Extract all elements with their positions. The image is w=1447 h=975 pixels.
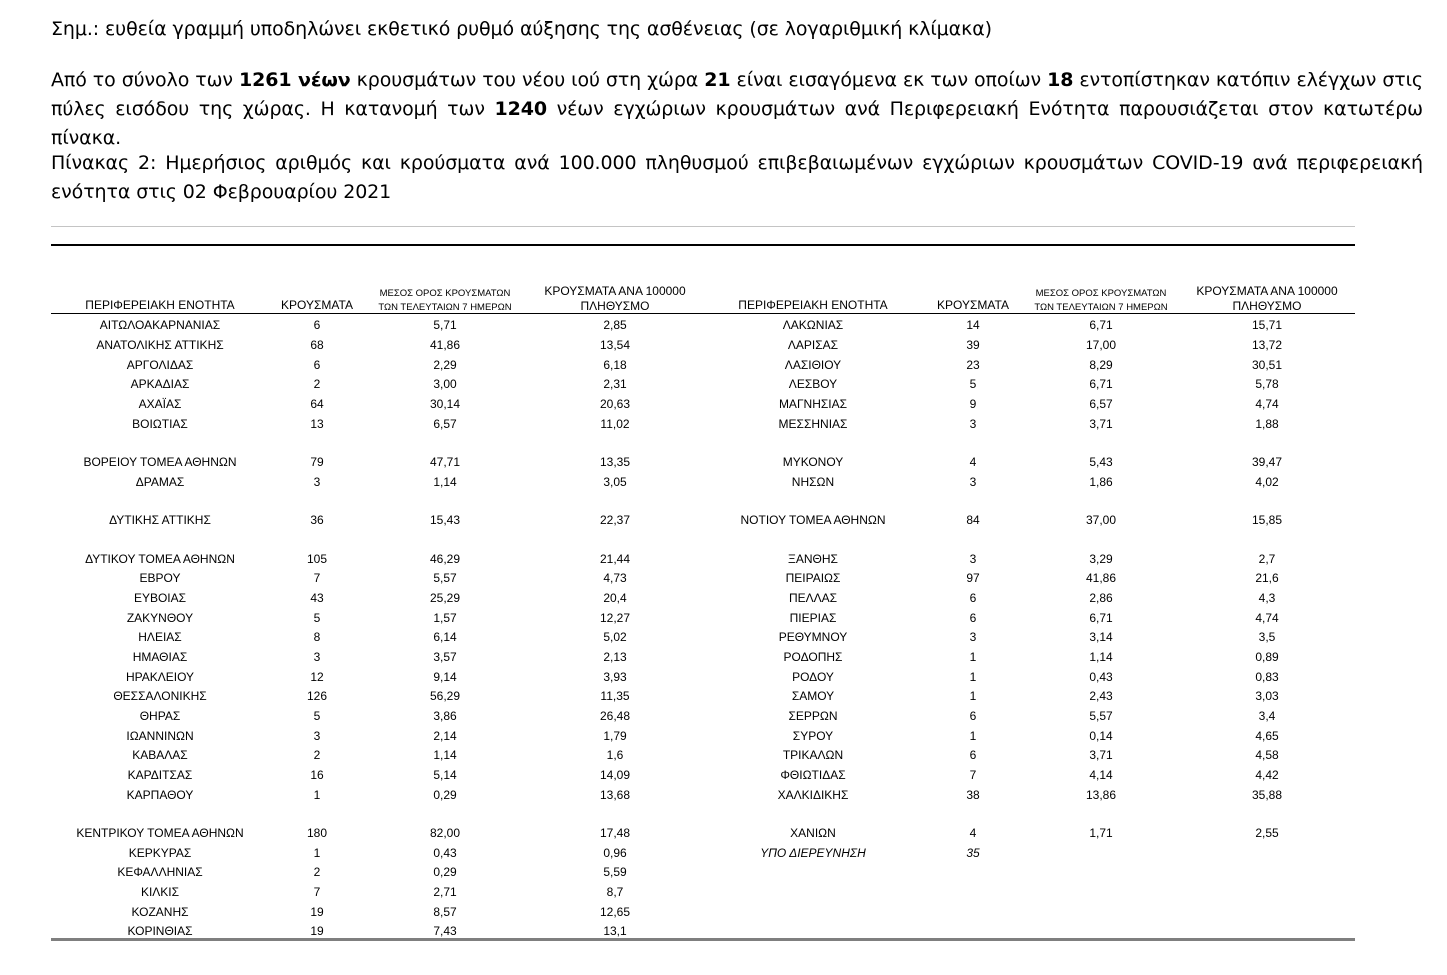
region-cell: ΘΗΡΑΣ (139, 709, 181, 723)
region-cell: ΛΑΚΩΝΙΑΣ (782, 318, 844, 332)
region-cell: ΤΡΙΚΑΛΩΝ (782, 748, 844, 762)
region-cell: ΝΗΣΩΝ (791, 475, 835, 489)
cases-cell: 3 (313, 650, 321, 664)
per100k-cell: 4,74 (1255, 611, 1279, 625)
avg7-cell: 3,71 (1089, 748, 1113, 762)
avg7-cell: 6,57 (433, 417, 457, 431)
region-cell: ΒΟΡΕΙΟΥ ΤΟΜΕΑ ΑΘΗΝΩΝ (83, 455, 237, 469)
cases-cell: 6 (313, 318, 321, 332)
table-row (0, 453, 1447, 472)
per100k-cell: 3,4 (1258, 709, 1276, 723)
region-cell: ΑΙΤΩΛΟΑΚΑΡΝΑΝΙΑΣ (99, 318, 221, 332)
per100k-cell: 2,85 (603, 318, 627, 332)
intro-paragraph (51, 66, 1423, 153)
region-cell: ΒΟΙΩΤΙΑΣ (132, 417, 188, 431)
header-region-left: ΠΕΡΙΦΕΡΕΙΑΚΗ ΕΝΟΤΗΤΑ (85, 298, 235, 312)
per100k-cell: 4,3 (1258, 591, 1276, 605)
region-cell: ΔΥΤΙΚΟΥ ΤΟΜΕΑ ΑΘΗΝΩΝ (85, 552, 235, 566)
region-cell: ΑΝΑΤΟΛΙΚΗΣ ΑΤΤΙΚΗΣ (96, 338, 224, 352)
intro-text: είναι εισαγόμενα εκ των οποίων (730, 69, 1048, 91)
divider (51, 226, 1355, 227)
region-cell: ΑΧΑΪΑΣ (138, 397, 182, 411)
region-cell: ΕΥΒΟΙΑΣ (133, 591, 187, 605)
per100k-cell: 13,72 (1251, 338, 1283, 352)
cases-cell: 38 (966, 788, 980, 802)
table-row (0, 746, 1447, 765)
per100k-cell: 1,79 (603, 729, 627, 743)
per100k-cell: 13,68 (599, 788, 631, 802)
avg7-cell: 6,71 (1089, 377, 1113, 391)
table-row (0, 707, 1447, 726)
avg7-cell: 3,71 (1089, 417, 1113, 431)
avg7-cell: 2,14 (433, 729, 457, 743)
per100k-cell: 22,37 (599, 513, 631, 527)
avg7-cell: 30,14 (429, 397, 461, 411)
region-cell: ΑΡΓΟΛΙΔΑΣ (126, 358, 194, 372)
table-top-border (51, 244, 1355, 246)
table-row (0, 356, 1447, 375)
per100k-cell: 20,63 (599, 397, 631, 411)
table-row (0, 903, 1447, 922)
cases-cell: 3 (969, 475, 977, 489)
header-cases-right: ΚΡΟΥΣΜΑΤΑ (937, 298, 1009, 312)
cases-cell: 4 (969, 826, 977, 840)
border-detected-cases: 18 (1047, 69, 1074, 91)
per100k-cell: 11,35 (600, 689, 630, 703)
cases-cell: 1 (313, 788, 321, 802)
per100k-cell: 17,48 (599, 826, 631, 840)
cases-cell: 8 (313, 630, 321, 644)
table-row (0, 727, 1447, 746)
per100k-cell: 4,73 (603, 571, 627, 585)
table-row (0, 766, 1447, 785)
per100k-cell: 13,1 (603, 924, 627, 938)
cases-cell: 2 (313, 748, 321, 762)
region-cell: ΡΟΔΟΠΗΣ (783, 650, 843, 664)
region-cell: ΧΑΝΙΩΝ (790, 826, 836, 840)
avg7-cell: 1,86 (1089, 475, 1113, 489)
avg7-cell: 0,29 (433, 865, 457, 879)
note-text: Σημ.: ευθεία γραμμή υποδηλώνει εκθετικό ρυθμό αύξησης της ασθένειας (σε λογαριθμική κλίμακα) (51, 18, 992, 40)
region-cell: ΠΕΛΛΑΣ (788, 591, 838, 605)
region-cell: ΚΙΛΚΙΣ (140, 885, 180, 899)
avg7-cell: 4,14 (1089, 768, 1113, 782)
table-row (0, 589, 1447, 608)
cases-cell: 13 (310, 417, 324, 431)
per100k-cell: 0,89 (1255, 650, 1279, 664)
avg7-cell: 13,86 (1085, 788, 1117, 802)
region-cell: ΜΑΓΝΗΣΙΑΣ (778, 397, 848, 411)
per100k-cell: 6,18 (603, 358, 627, 372)
avg7-cell: 2,29 (433, 358, 457, 372)
cases-cell: 6 (969, 748, 977, 762)
avg7-cell: 8,57 (433, 905, 457, 919)
per100k-cell: 3,05 (603, 475, 627, 489)
region-cell: ΗΛΕΙΑΣ (138, 630, 182, 644)
region-cell: ΥΠΟ ΔΙΕΡΕΥΝΗΣΗ (760, 846, 866, 860)
cases-cell: 1 (969, 670, 977, 684)
cases-cell: 1 (969, 650, 977, 664)
region-cell: ΜΥΚΟΝΟΥ (782, 455, 844, 469)
avg7-cell: 9,14 (433, 670, 457, 684)
avg7-cell: 3,57 (433, 650, 457, 664)
cases-cell: 5 (969, 377, 977, 391)
region-cell: ΣΕΡΡΩΝ (788, 709, 838, 723)
header-cases-left: ΚΡΟΥΣΜΑΤΑ (281, 298, 353, 312)
cases-cell: 68 (310, 338, 324, 352)
per100k-cell: 15,85 (1251, 513, 1283, 527)
per100k-cell: 2,31 (603, 377, 627, 391)
per100k-cell: 30,51 (1251, 358, 1283, 372)
region-cell: ΧΑΛΚΙΔΙΚΗΣ (777, 788, 849, 802)
region-cell: ΘΕΣΣΑΛΟΝΙΚΗΣ (113, 689, 207, 703)
per100k-cell: 35,88 (1251, 788, 1283, 802)
region-cell: ΣΥΡΟΥ (792, 729, 834, 743)
table-bottom-border (51, 938, 1355, 941)
cases-cell: 16 (310, 768, 324, 782)
per100k-cell: 4,58 (1255, 748, 1279, 762)
region-cell: ΙΩΑΝΝΙΝΩΝ (126, 729, 194, 743)
cases-cell: 84 (966, 513, 980, 527)
cases-cell: 19 (310, 924, 324, 938)
table-row (0, 628, 1447, 647)
table-row (0, 415, 1447, 434)
cases-cell: 180 (306, 826, 328, 840)
imported-cases: 21 (704, 69, 731, 91)
cases-cell: 6 (313, 358, 321, 372)
cases-cell: 7 (969, 768, 977, 782)
avg7-cell: 15,43 (429, 513, 461, 527)
region-cell: ΣΑΜΟΥ (791, 689, 835, 703)
avg7-cell: 6,71 (1089, 318, 1113, 332)
avg7-cell: 1,14 (1089, 650, 1113, 664)
avg7-cell: 3,00 (433, 377, 457, 391)
cases-cell: 6 (969, 709, 977, 723)
per100k-cell: 21,44 (599, 552, 631, 566)
cases-cell: 3 (313, 729, 321, 743)
per100k-cell: 20,4 (603, 591, 627, 605)
region-cell: ΚΕΦΑΛΛΗΝΙΑΣ (117, 865, 203, 879)
avg7-cell: 37,00 (1085, 513, 1117, 527)
avg7-cell: 56,29 (429, 689, 461, 703)
cases-cell: 7 (313, 571, 321, 585)
cases-cell: 64 (310, 397, 324, 411)
avg7-cell: 3,86 (433, 709, 457, 723)
per100k-cell: 12,27 (599, 611, 631, 625)
region-cell: ΠΕΙΡΑΙΩΣ (785, 571, 841, 585)
avg7-cell: 1,57 (433, 611, 457, 625)
table-row (0, 648, 1447, 667)
intro-text: κρουσμάτων του νέου ιού στη χώρα (350, 69, 705, 91)
cases-cell: 2 (313, 865, 321, 879)
table-caption: Πίνακας 2: Ημερήσιος αριθμός και κρούσματα ανά 100.000 πληθυσμού επιβεβαιωμένων εγχώριων κρουσμάτων COVID-19 ανά περιφερειακή ενότητα στις 02 Φεβρουαρίου 2021 (51, 152, 1423, 203)
avg7-cell: 7,43 (433, 924, 457, 938)
cases-cell: 14 (966, 318, 980, 332)
per100k-cell: 13,35 (599, 455, 631, 469)
header-region-right: ΠΕΡΙΦΕΡΕΙΑΚΗ ΕΝΟΤΗΤΑ (738, 298, 888, 312)
region-cell: ΛΕΣΒΟΥ (788, 377, 838, 391)
cases-cell: 9 (969, 397, 977, 411)
domestic-cases: 1240 (494, 98, 547, 120)
table-row (0, 668, 1447, 687)
per100k-cell: 21,6 (1255, 571, 1279, 585)
per100k-cell: 1,6 (606, 748, 624, 762)
cases-cell: 23 (966, 358, 980, 372)
cases-cell: 6 (969, 611, 977, 625)
region-cell: ΠΙΕΡΙΑΣ (789, 611, 837, 625)
avg7-cell: 2,71 (433, 885, 457, 899)
region-cell: ΚΑΡΔΙΤΣΑΣ (127, 768, 193, 782)
cases-cell: 36 (310, 513, 324, 527)
cases-cell: 79 (310, 455, 324, 469)
header-per100k-right: ΚΡΟΥΣΜΑΤΑ ΑΝΑ 100000 ΠΛΗΘΥΣΜΟ (1196, 284, 1338, 313)
avg7-cell: 0,29 (433, 788, 457, 802)
table-row (0, 511, 1447, 530)
avg7-cell: 6,57 (1089, 397, 1113, 411)
cases-cell: 35 (966, 846, 980, 860)
avg7-cell: 0,43 (1089, 670, 1113, 684)
cases-cell: 126 (306, 689, 328, 703)
avg7-cell: 25,29 (429, 591, 461, 605)
region-cell: ΦΘΙΩΤΙΔΑΣ (780, 768, 846, 782)
avg7-cell: 47,71 (429, 455, 461, 469)
region-cell: ΛΑΣΙΘΙΟΥ (784, 358, 842, 372)
region-cell: ΜΕΣΣΗΝΙΑΣ (778, 417, 848, 431)
region-cell: ΝΟΤΙΟΥ ΤΟΜΕΑ ΑΘΗΝΩΝ (740, 513, 886, 527)
avg7-cell: 5,14 (433, 768, 457, 782)
per100k-cell: 0,83 (1255, 670, 1279, 684)
per100k-cell: 0,96 (603, 846, 627, 860)
per100k-cell: 3,93 (603, 670, 627, 684)
per100k-cell: 13,54 (599, 338, 631, 352)
table-row (0, 375, 1447, 394)
per100k-cell: 2,55 (1255, 826, 1279, 840)
avg7-cell: 8,29 (1089, 358, 1113, 372)
region-cell: ΡΕΘΥΜΝΟΥ (778, 630, 848, 644)
per100k-cell: 4,02 (1255, 475, 1279, 489)
per100k-cell: 4,74 (1255, 397, 1279, 411)
per100k-cell: 5,78 (1255, 377, 1279, 391)
per100k-cell: 39,47 (1251, 455, 1283, 469)
region-cell: ΔΡΑΜΑΣ (135, 475, 185, 489)
header-avg7-left: ΜΕΣΟΣ ΟΡΟΣ ΚΡΟΥΣΜΑΤΩΝ ΤΩΝ ΤΕΛΕΥΤΑΙΩΝ 7 ΗΜΕΡΩΝ (378, 288, 512, 313)
table-row (0, 844, 1447, 863)
new-cases-total: 1261 νέων (238, 69, 351, 91)
avg7-cell: 17,00 (1085, 338, 1117, 352)
table-row (0, 863, 1447, 882)
per100k-cell: 4,42 (1255, 768, 1279, 782)
avg7-cell: 82,00 (429, 826, 461, 840)
cases-cell: 5 (313, 709, 321, 723)
header-bottom-border (51, 313, 1355, 314)
region-cell: ΑΡΚΑΔΙΑΣ (130, 377, 190, 391)
region-cell: ΕΒΡΟΥ (139, 571, 181, 585)
cases-cell: 4 (969, 455, 977, 469)
cases-cell: 3 (969, 417, 977, 431)
avg7-cell: 5,71 (433, 318, 457, 332)
avg7-cell: 0,43 (433, 846, 457, 860)
cases-cell: 19 (310, 905, 324, 919)
avg7-cell: 46,29 (429, 552, 461, 566)
avg7-cell: 1,71 (1089, 826, 1113, 840)
region-cell: ΞΑΝΘΗΣ (788, 552, 838, 566)
cases-cell: 97 (966, 571, 980, 585)
table-row (0, 824, 1447, 843)
region-cell: ΗΡΑΚΛΕΙΟΥ (125, 670, 195, 684)
table-row (0, 786, 1447, 805)
region-cell: ΚΕΝΤΡΙΚΟΥ ΤΟΜΕΑ ΑΘΗΝΩΝ (76, 826, 244, 840)
avg7-cell: 5,43 (1089, 455, 1113, 469)
per100k-cell: 26,48 (599, 709, 631, 723)
region-cell: ΖΑΚΥΝΘΟΥ (126, 611, 194, 625)
per100k-cell: 5,02 (603, 630, 627, 644)
header-per100k-left: ΚΡΟΥΣΜΑΤΑ ΑΝΑ 100000 ΠΛΗΘΥΣΜΟ (544, 284, 686, 313)
avg7-cell: 1,14 (433, 748, 457, 762)
per100k-cell: 3,5 (1258, 630, 1276, 644)
region-cell: ΡΟΔΟΥ (792, 670, 834, 684)
cases-cell: 2 (313, 377, 321, 391)
per100k-cell: 2,7 (1258, 552, 1276, 566)
avg7-cell: 41,86 (1085, 571, 1117, 585)
cases-cell: 3 (313, 475, 321, 489)
region-cell: ΚΕΡΚΥΡΑΣ (128, 846, 192, 860)
per100k-cell: 5,59 (603, 865, 627, 879)
table-row (0, 687, 1447, 706)
per100k-cell: 1,88 (1255, 417, 1279, 431)
avg7-cell: 6,14 (433, 630, 457, 644)
cases-cell: 39 (966, 338, 980, 352)
table-row (0, 316, 1447, 335)
table-row (0, 473, 1447, 492)
intro-text: νέων εγχώριων κρουσμάτων ανά Περιφερειακή Ενότητα παρουσιάζεται στον κατωτέρω πίνακα. (51, 98, 1423, 149)
per100k-cell: 8,7 (606, 885, 624, 899)
per100k-cell: 15,71 (1251, 318, 1283, 332)
cases-cell: 3 (969, 552, 977, 566)
avg7-cell: 2,43 (1089, 689, 1113, 703)
region-cell: ΔΥΤΙΚΗΣ ΑΤΤΙΚΗΣ (109, 513, 211, 527)
table-row (0, 395, 1447, 414)
avg7-cell: 0,14 (1089, 729, 1113, 743)
cases-cell: 12 (310, 670, 324, 684)
region-cell: ΚΑΒΑΛΑΣ (132, 748, 188, 762)
per100k-cell: 11,02 (600, 417, 630, 431)
avg7-cell: 5,57 (1089, 709, 1113, 723)
avg7-cell: 6,71 (1089, 611, 1113, 625)
avg7-cell: 5,57 (433, 571, 457, 585)
table-row (0, 550, 1447, 569)
cases-cell: 6 (969, 591, 977, 605)
cases-cell: 5 (313, 611, 321, 625)
cases-cell: 7 (313, 885, 321, 899)
per100k-cell: 3,03 (1255, 689, 1279, 703)
cases-cell: 1 (313, 846, 321, 860)
per100k-cell: 14,09 (599, 768, 631, 782)
avg7-cell: 2,86 (1089, 591, 1113, 605)
per100k-cell: 2,13 (603, 650, 627, 664)
avg7-cell: 1,14 (433, 475, 457, 489)
cases-cell: 1 (969, 729, 977, 743)
table-row (0, 336, 1447, 355)
avg7-cell: 3,29 (1089, 552, 1113, 566)
table-row (0, 569, 1447, 588)
region-cell: ΚΟΖΑΝΗΣ (131, 905, 189, 919)
table-row (0, 609, 1447, 628)
avg7-cell: 3,14 (1089, 630, 1113, 644)
per100k-cell: 12,65 (599, 905, 631, 919)
region-cell: ΚΟΡΙΝΘΙΑΣ (127, 924, 193, 938)
table-row (0, 883, 1447, 902)
cases-cell: 1 (969, 689, 977, 703)
intro-text: εντοπίστηκαν κατόπιν ελέγχων στις πύλες εισόδου της χώρας. Η κατανομή των (51, 69, 1423, 120)
intro-text: Από το σύνολο των (51, 69, 239, 91)
cases-cell: 43 (310, 591, 324, 605)
avg7-cell: 41,86 (429, 338, 461, 352)
header-avg7-right: ΜΕΣΟΣ ΟΡΟΣ ΚΡΟΥΣΜΑΤΩΝ ΤΩΝ ΤΕΛΕΥΤΑΙΩΝ 7 ΗΜΕΡΩΝ (1034, 288, 1168, 313)
cases-cell: 105 (306, 552, 328, 566)
region-cell: ΚΑΡΠΑΘΟΥ (126, 788, 194, 802)
region-cell: ΛΑΡΙΣΑΣ (787, 338, 839, 352)
per100k-cell: 4,65 (1255, 729, 1279, 743)
region-cell: ΗΜΑΘΙΑΣ (132, 650, 188, 664)
cases-cell: 3 (969, 630, 977, 644)
